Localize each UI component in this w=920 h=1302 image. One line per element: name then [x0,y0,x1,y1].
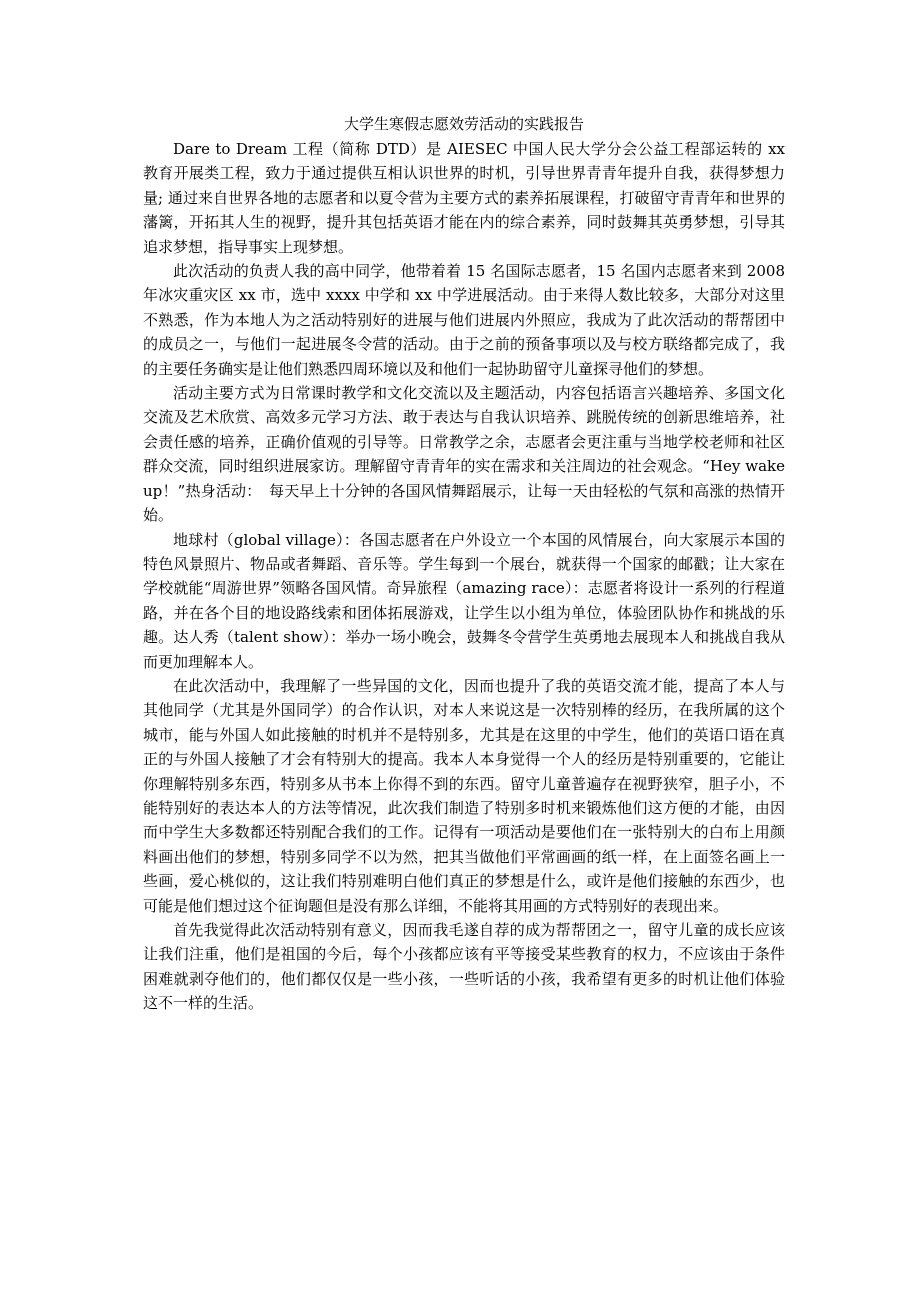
paragraph-conclusion: 首先我觉得此次活动特别有意义，因而我毛遂自荐的成为帮帮团之一，留守儿童的成长应该让我们注重，他们是祖国的今后，每个小孩都应该有平等接受某些教育的权力，不应该由于条件困难就剥夺他们的，他们都仅仅是一些小孩，一些听话的小孩，我希望有更多的时机让他们体验这不一样的生活。 [143,921,785,1013]
paragraph-reflection: 在此次活动中，我理解了一些异国的文化，因而也提升了我的英语交流才能，提高了本人与其他同学（尤其是外国同学）的合作认识，对本人来说这是一次特别棒的经历，在我所属的这个城市，能与外国人如此接触的时机并不是特别多，尤其是在这里的中学生，他们的英语口语在真正的与外国人接触了才会有特别大的提高。我本人本身觉得一个人的经历是特别重要的，它能让你理解特别多东西，特别多从书本上你得不到的东西。留守儿童普遍存在视野狭窄，胆子小，不能特别好的表达本人的方法等情况，此次我们制造了特别多时机来锻炼他们这方便的才能，由因而中学生大多数都还特别配合我们的工作。记得有一项活动是要他们在一张特别大的白布上用颜料画出他们的梦想，特别多同学不以为然，把其当做他们平常画画的纸一样，在上面签名画上一些画，爱心桃似的，这让我们特别难明白他们真正的梦想是什么，或许是他们接触的东西少，也可能是他们想过这个征询题但是没有那么详细，不能将其用画的方式特别好的表现出来。 [143,676,785,915]
paragraph-organizer: 此次活动的负责人我的高中同学，他带着着 15 名国际志愿者，15 名国内志愿者来到 2008 年冰灾重灾区 xx 市，选中 xxxx 中学和 xx 中学进展活动。由于来得人数比较多，大部分对这里不熟悉，作为本地人为之活动特别好的进展与他们进展内外照应，我成为了此次活动的帮帮团中的成员之一，与他们一起进展冬令营的活动。由于之前的预备事项以及与校方联络都完成了，我的主要任务确实是让他们熟悉四周环境以及和他们一起协助留守儿童探寻他们的梦想。 [143,262,785,378]
paragraph-intro: Dare to Dream 工程（简称 DTD）是 AIESEC 中国人民大学分会公益工程部运转的 xx 教育开展类工程，致力于通过提供互相认识世界的时机，引导世界青青年提升自我，获得梦想力量; 通过来自世界各地的志愿者和以夏令营为主要方式的素养拓展课程，打破留守青青年和世界的藩篱，开拓其人生的视野，提升其包括英语才能在内的综合素养，同时鼓舞其英勇梦想，引导其追求梦想，指导事实上现梦想。 [143,140,785,256]
document-title: 大学生寒假志愿效劳活动的实践报告 [343,115,584,133]
paragraph-global-village: 地球村（global village）：各国志愿者在户外设立一个本国的风情展台，向大家展示本国的特色风景照片、物品或者舞蹈、音乐等。学生每到一个展台，就获得一个国家的邮戳；让大家在学校就能“周游世界”领略各国风情。奇异旅程（amazing race）：志愿者将设计一系列的行程道路，并在各个目的地设路线索和团体拓展游戏，让学生以小组为单位，体验团队协作和挑战的乐趣。达人秀（talent show）：举办一场小晚会，鼓舞冬令营学生英勇地去展现本人和挑战自我从而更加理解本人。 [143,530,785,671]
document-page [143,112,785,1016]
paragraph-activities: 活动主要方式为日常课时教学和文化交流以及主题活动，内容包括语言兴趣培养、多国文化交流及艺术欣赏、高效多元学习方法、敢于表达与自我认识培养、跳脱传统的创新思维培养，社会责任感的培养，正确价值观的引导等。日常教学之余，志愿者会更注重与当地学校老师和社区群众交流，同时组织进展家访。理解留守青青年的实在需求和关注周边的社会观念。“Hey wake up！”热身活动： 每天早上十分钟的各国风情舞蹈展示，让每一天由轻松的气氛和高涨的热情开始。 [143,384,785,525]
